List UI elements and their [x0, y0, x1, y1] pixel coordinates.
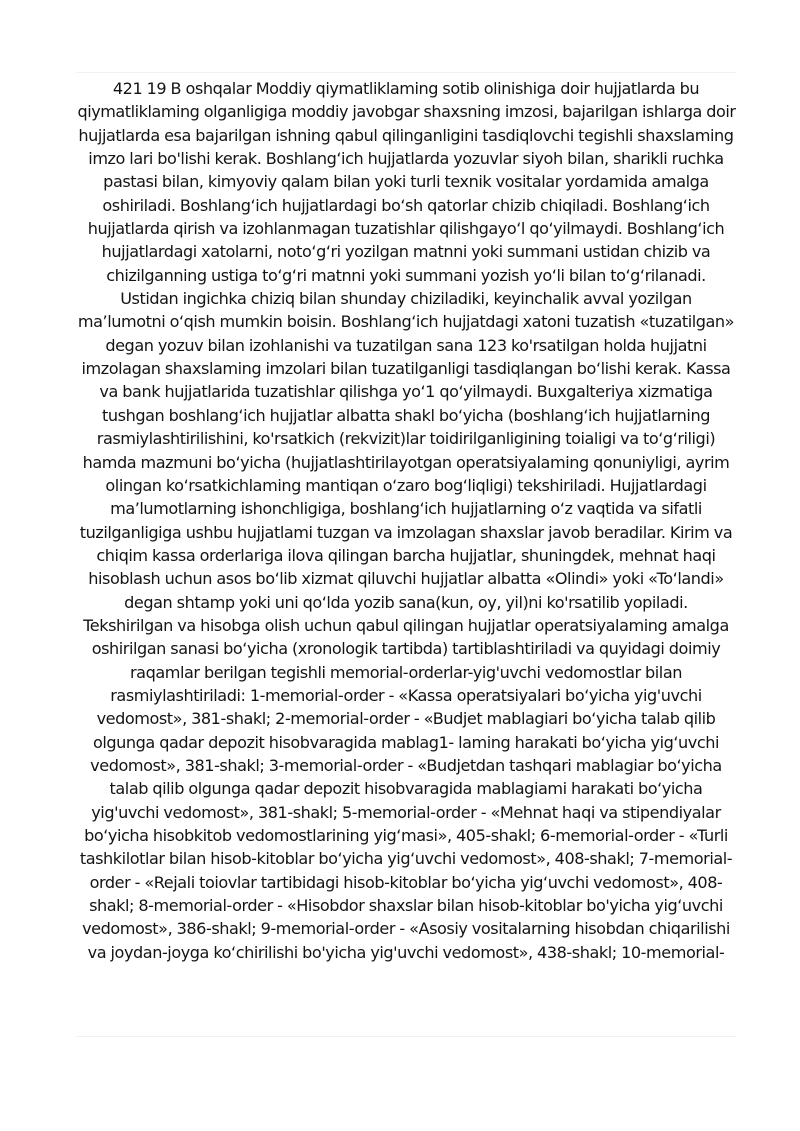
text-line: qiymatliklaming olganligiga moddiy javobgar shaxsning imzosi, bajarilgan ishlarga doir — [77, 102, 736, 122]
text-line: tashkilotlar bilan hisob-kitoblar bo‘yicha yig‘uvchi vedomost», 408-shakl; 7-memorial- — [79, 849, 733, 869]
text-line: oshiriladi. Boshlang‘ich hujjatlardagi bo‘sh qatorlar chizib chiqiladi. Boshlang‘ich — [102, 195, 710, 215]
text-line: chiqim kassa orderlariga ilova qilingan barcha hujjatlar, shuningdek, mehnat haqi — [96, 545, 716, 565]
text-line: va joydan-joyga ko‘chirilishi bo'yicha yig'uvchi vedomost», 438-shakl; 10-memorial- — [87, 942, 725, 962]
text-line: degan shtamp yoki uni qo‘lda yozib sana(kun, oy, yil)ni ko'rsatilib yopiladi. — [124, 592, 688, 612]
text-line: raqamlar berilgan tegishli memorial-orderlar-yig'uvchi vedomostlar bilan — [130, 662, 682, 682]
text-line: order - «Rejali toiovlar tartibidagi hisob-kitoblar bo‘yicha yig‘uvchi vedomost», 408- — [89, 872, 723, 892]
text-line: imzolagan shaxslaming imzolari bilan tuzatilganligi tasdiqlangan bo‘lishi kerak. Kassa — [81, 359, 731, 379]
text-line: tushgan boshlang‘ich hujjatlar albatta shakl bo‘yicha (boshlang‘ich hujjatlarning — [102, 405, 710, 425]
text-line: vedomost», 381-shakl; 2-memorial-order - «Budjet mablagiari bo‘yicha talab qilib — [96, 709, 716, 729]
text-line: rasmiylashtiriladi: 1-memorial-order - «Kassa operatsiyalari bo‘yicha yig'uvchi — [110, 685, 702, 705]
text-line: hujjatlarda qirish va izohlanmagan tuzatishlar qilishgayo‘l qo‘yilmaydi. Boshlang‘ich — [87, 219, 725, 239]
text-line: pastasi bilan, kimyoviy qalam bilan yoki turli texnik vositalar yordamida amalga — [103, 172, 709, 192]
text-line: talab qilib olgunga qadar depozit hisobvaragida mablagiami harakati bo‘yicha — [109, 779, 703, 799]
body-text — [76, 77, 736, 964]
text-line: hujjatlardagi xatolarni, noto‘g‘ri yozilgan matnni yoki summani ustidan chizib va — [101, 242, 711, 262]
text-line: imzo lari bo'lishi kerak. Boshlang‘ich hujjatlarda yozuvlar siyoh bilan, sharikli ruchka — [88, 149, 724, 169]
text-line: hisoblash uchun asos bo‘lib xizmat qiluvchi hujjatlar albatta «Olindi» yoki «To‘landi» — [88, 569, 724, 589]
text-line: ma’lumotlarning ishonchligiga, boshlang‘ich hujjatlarning o‘z vaqtida va sifatli — [110, 499, 702, 519]
text-line: oshirilgan sanasi bo‘yicha (xronologik tartibda) tartiblashtiriladi va quyidagi doimiy — [91, 639, 721, 659]
text-line: shakl; 8-memorial-order - «Hisobdor shaxslar bilan hisob-kitoblar bo'yicha yig‘uvchi — [89, 896, 723, 916]
text-line: degan yozuv bilan izohlanishi va tuzatilgan sana 123 ko'rsatilgan holda hujjatni — [105, 335, 707, 355]
text-line: olgunga qadar depozit hisobvaragida mablag1- laming harakati bo‘yicha yig‘uvchi — [92, 732, 720, 752]
text-line: Ustidan ingichka chiziq bilan shunday chiziladiki, keyinchalik avval yozilgan — [120, 289, 692, 309]
text-line: chizilganning ustiga to‘g‘ri matnni yoki summani yozish yo‘li bilan to‘g‘rilanadi. — [106, 265, 706, 285]
text-line: hamda mazmuni bo‘yicha (hujjatlashtirilayotgan operatsiyalaming qonuniyligi, ayrim — [82, 452, 730, 472]
text-line: 421 19 B oshqalar Moddiy qiymatliklaming sotib olinishiga doir hujjatlarda bu — [112, 79, 700, 98]
text-line: ma’lumotni o‘qish mumkin boisin. Boshlang‘ich hujjatdagi xatoni tuzatish «tuzatilgan» — [77, 312, 735, 332]
text-line: olingan ko‘rsatkichlaming mantiqan o‘zaro bog‘liqligi) tekshiriladi. Hujjatlardagi — [105, 475, 707, 495]
text-line: bo‘yicha hisobkitob vedomostlarining yig‘masi», 405-shakl; 6-memorial-order - «Turli — [84, 826, 728, 845]
document-page — [76, 72, 736, 1037]
text-line: vedomost», 381-shakl; 3-memorial-order - «Budjetdan tashqari mablagiar bo‘yicha — [90, 755, 722, 775]
text-line: tuzilganligiga ushbu hujjatlami tuzgan va imzolagan shaxslar javob beradilar. Kirim va — [79, 522, 733, 542]
text-line: Tekshirilgan va hisobga olish uchun qabul qilingan hujjatlar operatsiyalaming amalga — [83, 615, 729, 635]
text-line: rasmiylashtirilishini, ko'rsatkich (rekvizit)lar toidirilganligining toialigi va to‘g‘riligi) — [96, 429, 716, 449]
text-line: va bank hujjatlarida tuzatishlar qilishga yo‘1 qo‘yilmaydi. Buxgalteriya xizmatiga — [99, 382, 713, 402]
text-line: hujjatlarda esa bajarilgan ishning qabul qilinganligini tasdiqlovchi tegishli shaxslaming — [78, 125, 734, 145]
text-line: vedomost», 386-shakl; 9-memorial-order - «Asosiy vositalarning hisobdan chiqarilishi — [82, 919, 730, 939]
text-line: yig'uvchi vedomost», 381-shakl; 5-memorial-order - «Mehnat haqi va stipendiyalar — [91, 802, 721, 822]
